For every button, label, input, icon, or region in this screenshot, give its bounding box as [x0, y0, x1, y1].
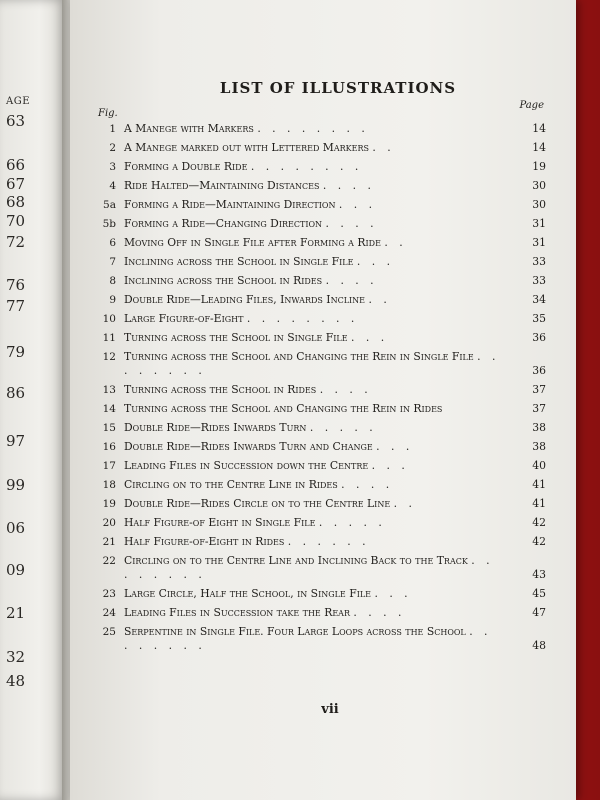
- left-page-number: 68: [6, 193, 26, 211]
- left-page-number: 21: [6, 604, 26, 622]
- leader-dots: . . . . . . . .: [124, 554, 494, 581]
- entry-title: A Manege with Markers: [124, 122, 254, 135]
- fig-number: 5a: [103, 199, 116, 211]
- fig-number: 11: [102, 332, 116, 344]
- left-page-number: 97: [6, 432, 26, 450]
- list-entry: [86, 625, 546, 653]
- page-number: 36: [532, 331, 546, 344]
- entry-title: Circling on to the Centre Line in Rides: [124, 478, 338, 491]
- leader-dots: . . .: [356, 255, 395, 268]
- page-number: 40: [532, 459, 546, 472]
- entry-title: Ride Halted—Maintaining Distances: [124, 179, 320, 192]
- entry-title: Large Circle, Half the School, in Single File: [124, 587, 372, 600]
- fig-number: 21: [102, 536, 116, 548]
- page-number: 35: [532, 312, 546, 325]
- list-entry: [86, 198, 546, 212]
- fig-number: 14: [102, 403, 116, 415]
- fig-column-header: Fig.: [98, 108, 118, 119]
- leader-dots: . .: [384, 236, 407, 249]
- left-page-number: 72: [6, 233, 26, 251]
- fig-number: 17: [102, 460, 116, 472]
- fig-number: 20: [102, 517, 116, 529]
- entry-title: Moving Off in Single File after Forming a Ride: [124, 236, 381, 249]
- page-number: 30: [532, 179, 546, 192]
- leader-dots: . . . .: [325, 217, 378, 230]
- entry-title: Leading Files in Succession take the Rear: [124, 606, 350, 619]
- entry-title: Inclining across the School in Single File: [124, 255, 354, 268]
- page-number: 33: [532, 255, 546, 268]
- page-number: 43: [532, 568, 546, 581]
- page-number: 33: [532, 274, 546, 287]
- fig-number: 3: [109, 161, 116, 173]
- page-number: 31: [532, 217, 546, 230]
- fig-number: 22: [102, 555, 116, 567]
- fig-number: 23: [102, 588, 116, 600]
- entry-title: Forming a Ride—Maintaining Direction: [124, 198, 336, 211]
- entry-title: Forming a Ride—Changing Direction: [124, 217, 323, 230]
- fig-number: 6: [109, 237, 116, 249]
- fig-number: 12: [102, 351, 116, 363]
- left-page-number: 66: [6, 156, 26, 174]
- list-entry: [86, 274, 546, 288]
- leader-dots: . . . . . . . .: [124, 350, 500, 377]
- left-page-number: 06: [6, 519, 26, 537]
- left-page-number: 77: [6, 297, 26, 315]
- list-entry: [86, 440, 546, 454]
- page-number: 37: [532, 402, 546, 415]
- left-page-number: 48: [6, 672, 26, 690]
- entry-title: Forming a Double Ride: [124, 160, 248, 173]
- entry-title: Double Ride—Leading Files, Inwards Incline: [124, 293, 366, 306]
- leader-dots: . . . . . . . .: [257, 122, 369, 135]
- list-entry: [86, 122, 546, 136]
- fig-number: 25: [102, 626, 116, 638]
- fig-number: 10: [102, 313, 116, 325]
- left-page-number: 63: [6, 112, 26, 130]
- list-entry: [86, 331, 546, 345]
- fig-number: 19: [102, 498, 116, 510]
- entry-title: Half Figure-of-Eight in Rides: [124, 535, 285, 548]
- fig-number: 18: [102, 479, 116, 491]
- list-entry: [86, 383, 546, 397]
- left-page-header: AGE: [6, 96, 31, 107]
- leader-dots: . . . . . . . .: [246, 312, 359, 325]
- list-entry: [86, 554, 546, 582]
- leader-dots: . .: [368, 293, 391, 306]
- entry-title: Serpentine in Single File. Four Large Loops across the School: [124, 625, 466, 638]
- fig-number: 1: [109, 123, 116, 135]
- list-entry: [86, 402, 546, 416]
- page-title: LIST OF ILLUSTRATIONS: [219, 79, 457, 97]
- entry-title: Turning across the School in Rides: [124, 383, 317, 396]
- leader-dots: . . .: [371, 459, 409, 472]
- entry-title: Double Ride—Rides Inwards Turn: [124, 421, 307, 434]
- list-entry: [86, 217, 546, 231]
- entry-title: Turning across the School and Changing the Rein in Single File: [124, 350, 474, 363]
- left-page-number: 99: [6, 476, 26, 494]
- page-folio: vii: [321, 702, 339, 717]
- entry-title: A Manege marked out with Lettered Markers: [124, 141, 369, 154]
- page-number: 19: [532, 160, 546, 173]
- left-page-number: 70: [6, 212, 26, 230]
- leader-dots: . . . .: [322, 179, 375, 192]
- list-entry: [86, 421, 546, 435]
- leader-dots: . .: [393, 497, 416, 510]
- entry-title: Circling on to the Centre Line and Inclining Back to the Track: [124, 554, 468, 567]
- list-entry: [86, 236, 546, 250]
- leader-dots: . . . . .: [318, 516, 386, 529]
- entry-title: Turning across the School and Changing the Rein in Rides: [124, 402, 443, 415]
- leader-dots: . . . .: [353, 606, 406, 619]
- left-page-number: 76: [6, 276, 26, 294]
- fig-number: 5b: [102, 218, 116, 230]
- leader-dots: . .: [372, 141, 395, 154]
- list-entry: [86, 606, 546, 620]
- list-entry: [86, 497, 546, 511]
- fig-number: 24: [102, 607, 116, 619]
- page-number: 41: [532, 497, 546, 510]
- page-number: 30: [532, 198, 546, 211]
- entry-title: Leading Files in Succession down the Centre: [124, 459, 369, 472]
- entry-title: Inclining across the School in Rides: [124, 274, 323, 287]
- page-number: 36: [532, 364, 546, 377]
- leader-dots: . . . .: [319, 383, 372, 396]
- list-entry: [86, 255, 546, 269]
- list-entry: [86, 141, 546, 155]
- page-number: 14: [532, 122, 546, 135]
- fig-number: 15: [102, 422, 116, 434]
- list-entry: [86, 516, 546, 530]
- list-entry: [86, 587, 546, 601]
- leader-dots: . . . .: [325, 274, 378, 287]
- page-number: 14: [532, 141, 546, 154]
- fig-number: 9: [109, 294, 116, 306]
- page-number: 47: [532, 606, 546, 619]
- leader-dots: . . . . . .: [287, 535, 370, 548]
- list-entry: [86, 179, 546, 193]
- list-entry: [86, 459, 546, 473]
- page-number: 34: [532, 293, 546, 306]
- page-number: 45: [532, 587, 546, 600]
- leader-dots: . . . .: [341, 478, 394, 491]
- page-number: 38: [532, 421, 546, 434]
- left-page-number: 79: [6, 343, 26, 361]
- leader-dots: . . .: [374, 587, 412, 600]
- list-entry: [86, 293, 546, 307]
- leader-dots: . . . . . . . .: [124, 625, 492, 652]
- left-page-number: 09: [6, 561, 26, 579]
- page-number: 42: [532, 535, 546, 548]
- entry-title: Half Figure-of Eight in Single File: [124, 516, 316, 529]
- leader-dots: . . .: [338, 198, 377, 211]
- entry-title: Double Ride—Rides Inwards Turn and Change: [124, 440, 373, 453]
- left-page-number: 86: [6, 384, 26, 402]
- page-number: 38: [532, 440, 546, 453]
- page-column-header: Page: [519, 100, 544, 111]
- fig-number: 13: [102, 384, 116, 396]
- fig-number: 4: [109, 180, 116, 192]
- leader-dots: . . . . . . . .: [250, 160, 363, 173]
- page-number: 42: [532, 516, 546, 529]
- fig-number: 2: [109, 142, 116, 154]
- entry-title: Double Ride—Rides Circle on to the Centre Line: [124, 497, 391, 510]
- left-page: [0, 0, 66, 800]
- left-page-number: 67: [6, 175, 26, 193]
- leader-dots: . . . . .: [309, 421, 377, 434]
- page-number: 31: [532, 236, 546, 249]
- fig-number: 7: [109, 256, 116, 268]
- leader-dots: . . .: [376, 440, 414, 453]
- list-entry: [86, 312, 546, 326]
- page-number: 48: [532, 639, 546, 652]
- left-page-number: 32: [6, 648, 26, 666]
- leader-dots: . . .: [351, 331, 389, 344]
- list-entry: [86, 478, 546, 492]
- list-entry: [86, 160, 546, 174]
- fig-number: 8: [109, 275, 116, 287]
- list-entry: [86, 350, 546, 378]
- list-entry: [86, 535, 546, 549]
- right-page: [70, 0, 576, 800]
- entry-title: Turning across the School in Single File: [124, 331, 348, 344]
- illustrations-list: [86, 118, 546, 653]
- entry-title: Large Figure-of-Eight: [124, 312, 244, 325]
- fig-number: 16: [102, 441, 116, 453]
- page-number: 41: [532, 478, 546, 491]
- page-number: 37: [532, 383, 546, 396]
